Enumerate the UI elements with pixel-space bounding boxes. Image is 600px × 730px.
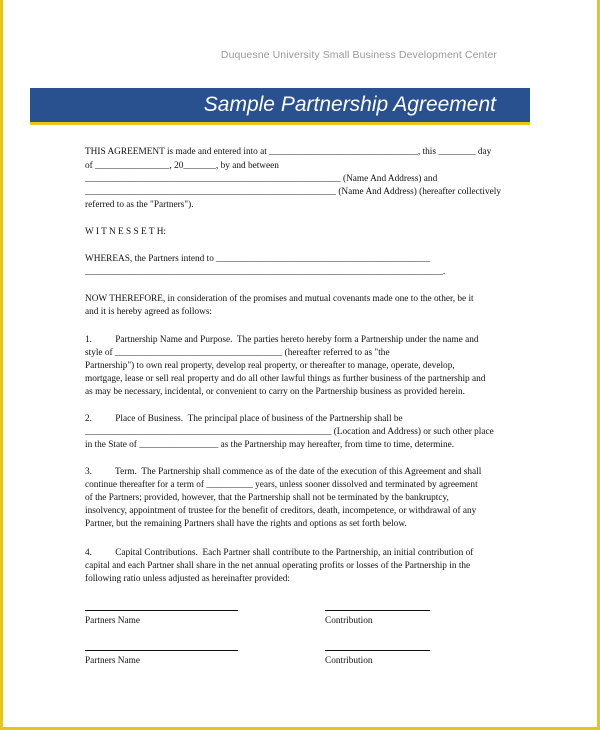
agreement-line-2: of ________________, 20_______, by and between <box>85 161 279 171</box>
section-1-line-2: style of ____________________________________ (hereafter referred to as "the <box>85 348 390 358</box>
section-1-line-4: mortgage, lease or sell real property and do all other lawful things as further business of the partnership and <box>85 374 486 384</box>
contribution-label-1: Contribution <box>325 616 373 626</box>
section-1-line-1: 1. Partnership Name and Purpose. The parties hereto hereby form a Partnership under the name and <box>85 335 479 345</box>
section-4-line-3: following ratio unless adjusted as hereinafter provided: <box>85 574 290 584</box>
section-1-line-5: as may be necessary, incidental, or convenient to carry on the Partnership business as provided herein. <box>85 387 465 397</box>
section-4-line-2: capital and each Partner shall share in the net annual operating profits or losses of the Partnership in the <box>85 561 471 571</box>
now-therefore-line-1: NOW THEREFORE, in consideration of the promises and mutual covenants made one to the other, be it <box>85 294 474 304</box>
contribution-signature-line-1 <box>325 610 430 611</box>
section-1-line-3: Partnership") to own real property, develop real property, or thereafter to manage, operate, develop, <box>85 361 455 371</box>
section-3-line-5: Partner, but the remaining Partners shall have the rights and options as set forth below. <box>85 519 407 529</box>
agreement-line-5: referred to as the "Partners"). <box>85 200 194 210</box>
section-2-line-2: _____________________________________________________ (Location and Address) or such other place <box>85 427 494 437</box>
partner-name-signature-line-2 <box>85 650 238 651</box>
section-2-line-1: 2. Place of Business. The principal place of business of the Partnership shall be <box>85 414 403 424</box>
contribution-signature-line-2 <box>325 650 430 651</box>
document-title: Sample Partnership Agreement <box>203 93 496 116</box>
agreement-line-3: _______________________________________________________ (Name And Address) and <box>85 174 438 184</box>
whereas-line-2: _____________________________________________________________________________. <box>85 267 446 277</box>
witnesseth-heading: W I T N E S S E T H: <box>85 227 167 237</box>
banner-accent-line <box>30 122 530 125</box>
now-therefore-line-2: and it is hereby agreed as follows: <box>85 307 213 317</box>
organization-name: Duquesne University Small Business Development Center <box>220 49 497 61</box>
partners-name-label-2: Partners Name <box>85 656 140 666</box>
section-3-line-1: 3. Term. The Partnership shall commence as of the date of the execution of this Agreement and shall <box>85 467 482 477</box>
agreement-line-4: ______________________________________________________ (Name And Address) (hereafter collectively <box>85 187 501 197</box>
section-4-line-1: 4. Capital Contributions. Each Partner shall contribute to the Partnership, an initial contribution of <box>85 548 474 558</box>
title-banner <box>30 88 530 122</box>
section-3-line-2: continue thereafter for a term of __________ years, unless sooner dissolved and terminated by agreement <box>85 480 478 490</box>
partners-name-label-1: Partners Name <box>85 616 140 626</box>
section-3-line-4: insolvency, appointment of trustee for the benefit of creditors, death, incompetence, or withdrawal of any <box>85 506 477 516</box>
partner-name-signature-line-1 <box>85 610 238 611</box>
agreement-line-1: THIS AGREEMENT is made and entered into at ________________________________, this ________ day <box>85 147 492 157</box>
section-2-line-3: in the State of _________________ as the Partnership may hereafter, from time to time, determine. <box>85 440 455 450</box>
contribution-label-2: Contribution <box>325 656 373 666</box>
whereas-line-1: WHEREAS, the Partners intend to ______________________________________________ <box>85 254 430 264</box>
section-3-line-3: of the Partners; provided, however, that the Partnership shall not be terminated by the bankruptcy, <box>85 493 449 503</box>
